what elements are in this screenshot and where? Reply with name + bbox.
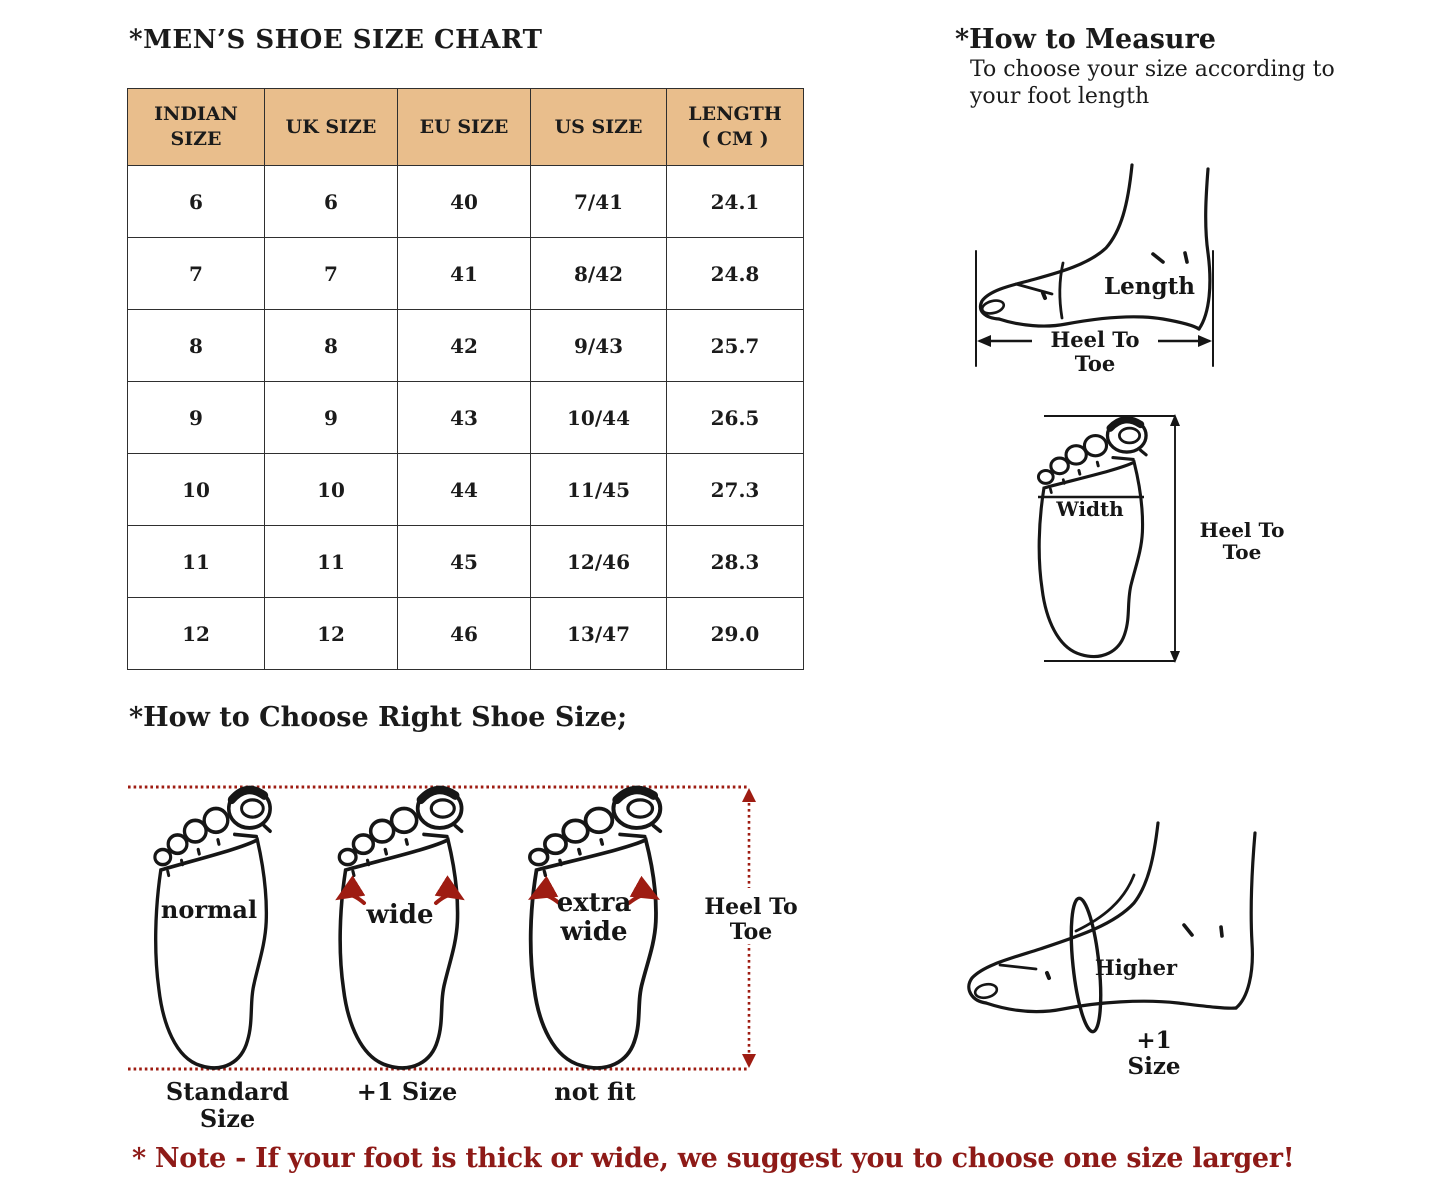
size-cell: 12/46 xyxy=(531,526,667,598)
size-cell: 8 xyxy=(128,310,265,382)
size-note: * Note - If your foot is thick or wide, we suggest you to choose one size larger! xyxy=(132,1143,1295,1174)
size-cell: 11 xyxy=(265,526,398,598)
subtitle-line: To choose your size according to xyxy=(970,57,1335,82)
heel-to-toe-label-comparison: Heel To Toe xyxy=(686,895,816,944)
foot-label-wide: wide xyxy=(366,900,434,930)
size-cell: 6 xyxy=(128,166,265,238)
table-row xyxy=(128,310,804,382)
size-cell: 11/45 xyxy=(531,454,667,526)
size-cell: 24.1 xyxy=(667,166,804,238)
size-cell: 43 xyxy=(398,382,531,454)
size-cell: 10 xyxy=(265,454,398,526)
size-cell: 46 xyxy=(398,598,531,670)
size-cell: 7/41 xyxy=(531,166,667,238)
size-cell: 12 xyxy=(128,598,265,670)
size-cell: 8 xyxy=(265,310,398,382)
size-cell: 24.8 xyxy=(667,238,804,310)
size-cell: 6 xyxy=(265,166,398,238)
size-cell: 13/47 xyxy=(531,598,667,670)
width-label: Width xyxy=(1056,497,1124,521)
caption-not-fit: not fit xyxy=(554,1077,636,1106)
size-cell: 9 xyxy=(128,382,265,454)
higher-label: Higher xyxy=(1094,955,1178,980)
size-cell: 44 xyxy=(398,454,531,526)
length-label: Length xyxy=(1104,273,1195,300)
size-cell: 10/44 xyxy=(531,382,667,454)
table-row xyxy=(128,598,804,670)
size-cell: 9 xyxy=(265,382,398,454)
column-header: EU SIZE xyxy=(398,89,531,166)
heel-to-toe-label-top: Heel To Toe xyxy=(1199,518,1285,565)
table-row xyxy=(128,382,804,454)
size-cell: 42 xyxy=(398,310,531,382)
size-chart-title: *MEN’S SHOE SIZE CHART xyxy=(129,25,543,55)
subtitle-line: your foot length xyxy=(970,84,1150,109)
size-cell: 8/42 xyxy=(531,238,667,310)
table-row xyxy=(128,454,804,526)
how-to-measure-subtitle xyxy=(970,56,1335,110)
how-to-choose-title: *How to Choose Right Shoe Size; xyxy=(129,702,628,733)
how-to-measure-title: *How to Measure xyxy=(955,24,1216,55)
table-row xyxy=(128,526,804,598)
size-cell: 7 xyxy=(128,238,265,310)
foot-label-normal: normal xyxy=(160,895,258,924)
table-row xyxy=(128,238,804,310)
size-cell: 28.3 xyxy=(667,526,804,598)
size-cell: 25.7 xyxy=(667,310,804,382)
size-cell: 12 xyxy=(265,598,398,670)
size-cell: 40 xyxy=(398,166,531,238)
header-row xyxy=(128,89,804,166)
higher-caption: +1 Size xyxy=(1127,1027,1181,1080)
table-row xyxy=(128,166,804,238)
caption-plus-one-size: +1 Size xyxy=(356,1077,458,1106)
size-cell: 10 xyxy=(128,454,265,526)
size-cell: 26.5 xyxy=(667,382,804,454)
size-cell: 45 xyxy=(398,526,531,598)
size-cell: 9/43 xyxy=(531,310,667,382)
column-header: INDIAN SIZE xyxy=(128,89,265,166)
size-cell: 27.3 xyxy=(667,454,804,526)
foot-label-extra-wide: extra wide xyxy=(556,888,632,948)
size-cell: 11 xyxy=(128,526,265,598)
column-header: US SIZE xyxy=(531,89,667,166)
size-chart-table xyxy=(127,88,804,670)
size-cell: 7 xyxy=(265,238,398,310)
caption-standard-size: Standard Size xyxy=(165,1077,290,1133)
column-header: UK SIZE xyxy=(265,89,398,166)
size-cell: 29.0 xyxy=(667,598,804,670)
column-header: LENGTH ( CM ) xyxy=(667,89,804,166)
heel-to-toe-label-side: Heel To Toe xyxy=(1032,328,1158,375)
size-cell: 41 xyxy=(398,238,531,310)
